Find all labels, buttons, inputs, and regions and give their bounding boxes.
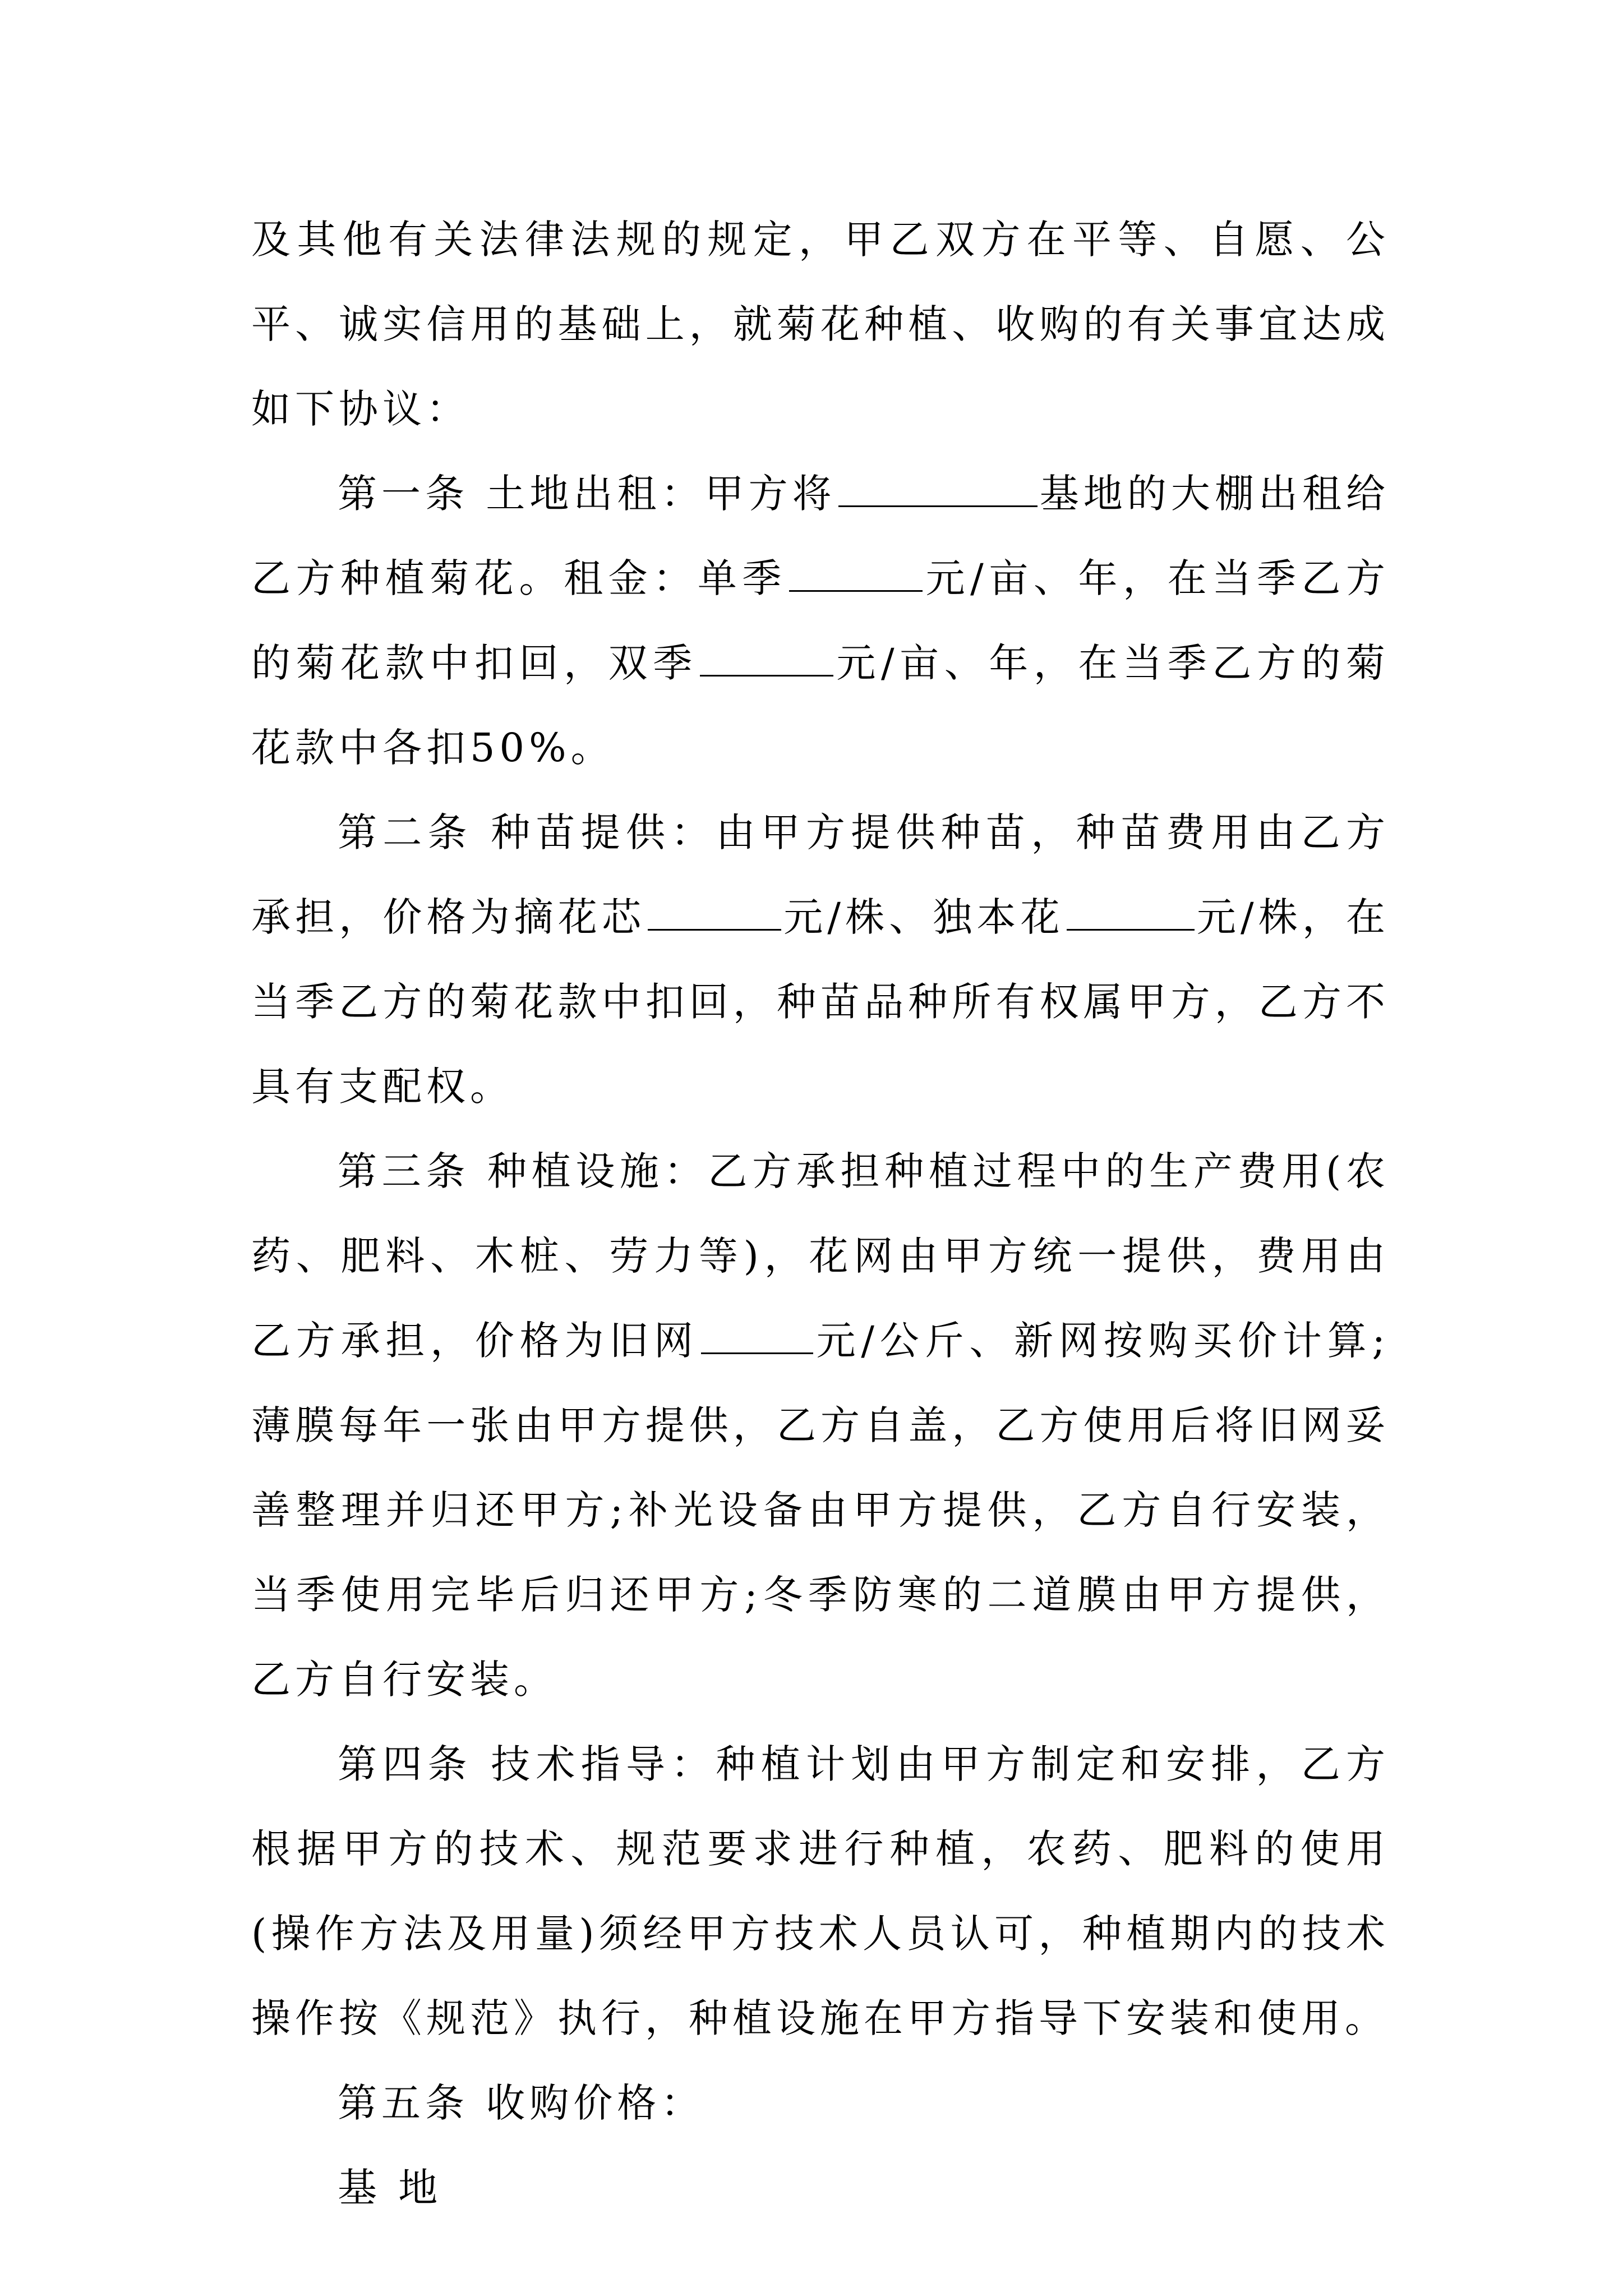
document-body: [251, 197, 1390, 2230]
article-5-purchase-price: 第五条 收购价格：: [338, 2080, 705, 2126]
article-1-text-a: 第一条 土地出租：甲方将: [338, 471, 836, 517]
article-1-text-b: 基地的大棚出租给乙方种植菊花。租金：单季: [251, 471, 1390, 601]
intro-paragraph: 及其他有关法律法规的规定，甲乙双方在平等、自愿、公平、诚实信用的基础上，就菊花种植、收购的有关事宜达成如下协议：: [251, 217, 1390, 432]
article-3-text-a: 第三条 种植设施：乙方承担种植过程中的生产费用(农药、肥料、木桩、劳力等)，花网由甲方统一提供，费用由乙方承担，价格为旧网: [251, 1148, 1390, 1364]
article-3-facilities: [251, 1129, 1390, 1722]
article-1-text-c: 元/亩、年，在当季乙方的菊花款中扣回，双季: [251, 555, 1390, 686]
single-stem-price-blank: [1067, 894, 1195, 931]
article-3-text-b: 元/公斤、新网按购买价计算;薄膜每年一张由甲方提供，乙方自盖，乙方使用后将旧网妥善整理并归还甲方;补光设备由甲方提供，乙方自行安装，当季使用完毕后归还甲方;冬季防寒的二道膜由甲方提供，乙方自行安装。: [251, 1318, 1390, 1703]
single-season-rent-blank: [789, 555, 923, 592]
article-2-seedlings: [251, 790, 1390, 1129]
pinched-seedling-price-blank: [648, 894, 781, 931]
article-2-text-a: 第二条 种苗提供：由甲方提供种苗，种苗费用由乙方承担，价格为摘花芯: [251, 809, 1390, 940]
double-season-rent-blank: [700, 639, 833, 677]
article-2-text-c: 元/株，在当季乙方的菊花款中扣回，种苗品种所有权属甲方，乙方不具有支配权。: [251, 894, 1390, 1110]
article-1-text-d: 元/亩、年，在当季乙方的菊花款中各扣50%。: [251, 640, 1390, 771]
article-4-technical-guidance: 第四条 技术指导：种植计划由甲方制定和安排，乙方根据甲方的技术、规范要求进行种植，农药、肥料的使用(操作方法及用量)须经甲方技术人员认可，种植期内的技术操作按《规范》执行，种植设施在甲方指导下安装和使用。: [251, 1741, 1390, 2041]
old-net-price-blank: [701, 1317, 813, 1354]
article-2-text-b: 元/株、独本花: [783, 894, 1064, 940]
base-name-blank: [838, 470, 1038, 507]
article-1-land-lease: [251, 452, 1390, 790]
base-label: 基 地: [338, 2165, 442, 2211]
